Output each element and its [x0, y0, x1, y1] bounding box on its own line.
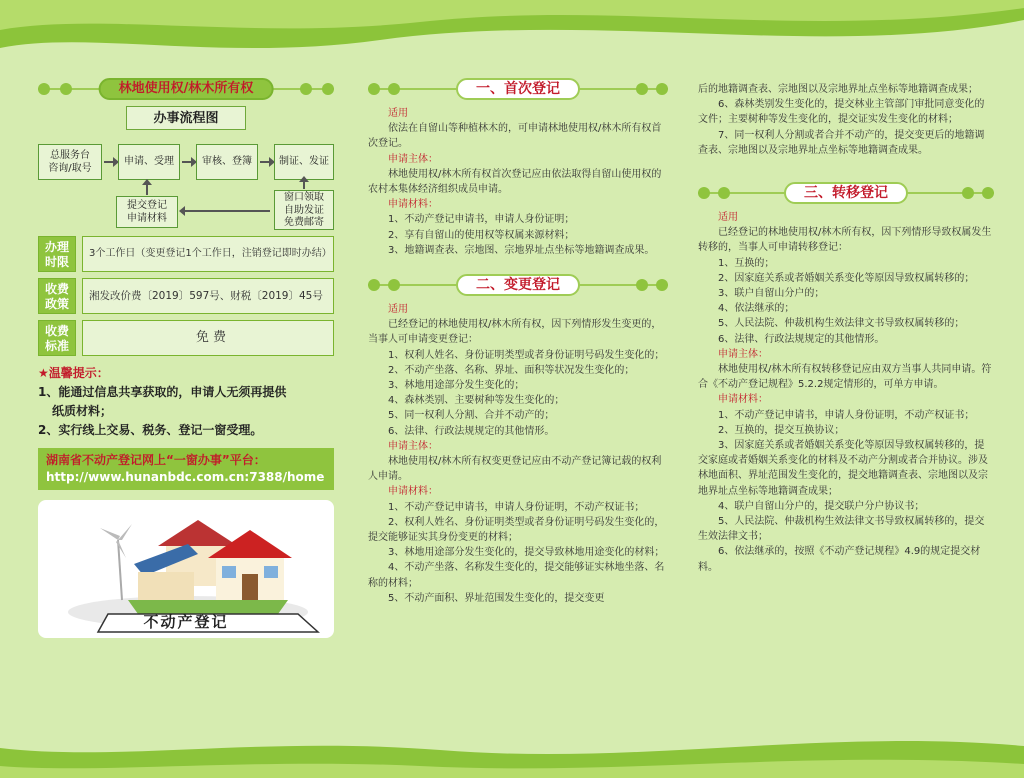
- paragraph: 林地使用权/林木所有权变更登记应由不动产登记簿记载的权利人申请。: [368, 456, 662, 483]
- paragraph: 4、不动产坐落、名称发生变化的，提交能够证实林地坐落、名称的材料；: [368, 562, 665, 589]
- paragraph: 3、因家庭关系或者婚姻关系变化等原因导致权属转移的，提交家庭或者婚姻关系变化的材料及不动产分割或者合并协议。涉及林地面积、界址范围发生变化的，提交地籍调查表、宗地图以及宗地界址点坐标等地籍调查成果；: [698, 440, 988, 497]
- illustration-caption: 不动产登记: [143, 613, 229, 631]
- flow-chart-title: 办事流程图: [126, 106, 246, 130]
- paragraph: 林地使用权/林木所有权转移登记应由双方当事人共同申请。符合《不动产登记规程》5.2.2规定情形的，可单方申请。: [698, 364, 992, 391]
- paragraph: 1、不动产登记申请书，申请人身份证明，不动产权证书；: [388, 501, 645, 513]
- sec1-body: [368, 106, 668, 258]
- flow-step-collect-certificate: 窗口领取 自助发证 免费邮寄: [274, 190, 334, 230]
- paragraph: 1、权利人姓名、身份证明类型或者身份证明号码发生变化的；: [388, 349, 665, 361]
- sec1-title: 一、首次登记: [456, 78, 580, 100]
- paragraph: 2、因家庭关系或者婚姻关系变化等原因导致权属转移的；: [718, 272, 975, 284]
- paragraph: 4、森林类别、主要树种等发生变化的；: [388, 395, 565, 407]
- section-subheading: 申请主体：: [388, 153, 438, 165]
- platform-name: 湖南省不动产登记网上“一窗办事”平台：: [46, 453, 266, 467]
- right-column: [698, 82, 994, 575]
- tip-line-1: 1、能通过信息共享获取的，申请人无须再提供: [38, 385, 287, 399]
- paragraph: 已经登记的林地使用权/林木所有权，因下列情形导致权属发生转移的，当事人可申请转移登记：: [698, 227, 992, 254]
- flow-step-review: 审核、登簿: [196, 144, 258, 180]
- fee-standard-label: 收费 标准: [38, 320, 76, 356]
- fee-standard-value: 免 费: [82, 320, 334, 356]
- paragraph: 6、法律、行政法规规定的其他情形。: [718, 333, 885, 345]
- top-wave-decoration: [0, 0, 1024, 70]
- time-limit-value: 3个工作日（变更登记1个工作日，注销登记即时办结）: [82, 236, 334, 272]
- info-row-fee-standard: [38, 320, 334, 356]
- paragraph: 1、不动产登记申请书，申请人身份证明，不动产权证书；: [718, 409, 975, 421]
- info-row-time-limit: [38, 236, 334, 272]
- paragraph: 1、互换的；: [718, 257, 775, 269]
- flow-step-service-desk: 总服务台 咨询/取号: [38, 144, 102, 180]
- left-title: 林地使用权/林木所有权: [99, 78, 274, 100]
- paragraph: 林地使用权/林木所有权首次登记应由依法取得自留山使用权的农村本集体经济组织成员申请。: [368, 168, 662, 196]
- paragraph: 已经登记的林地使用权/林木所有权，因下列情形发生变更的，当事人可申请变更登记：: [368, 319, 662, 346]
- sec2-banner: [368, 274, 668, 296]
- flow-step-apply: 申请、受理: [118, 144, 180, 180]
- paragraph: 3、林地用途部分发生变化的，提交导致林地用途变化的材料；: [388, 547, 665, 559]
- fee-policy-value: 湘发改价费〔2019〕597号、财税〔2019〕45号: [82, 278, 334, 314]
- paragraph: 5、同一权利人分割、合并不动产的；: [388, 410, 555, 422]
- section-subheading: 适用: [718, 212, 738, 224]
- platform-box: [38, 448, 334, 490]
- sec3-body: [698, 210, 994, 575]
- tip-line-3: 2、实行线上交易、税务、登记一窗受理。: [38, 423, 263, 437]
- process-flow-chart: [38, 138, 334, 230]
- paragraph: 3、林地用途部分发生变化的；: [388, 380, 525, 392]
- section-subheading: 申请材料：: [388, 199, 438, 211]
- tip-line-2: 纸质材料；: [52, 404, 113, 418]
- sec1-banner: [368, 78, 668, 100]
- paragraph: 2、权利人姓名、身份证明类型或者身份证明号码发生变化的，提交能够证实其身份变更的材料；: [368, 516, 665, 544]
- time-limit-label: 办理 时限: [38, 236, 76, 272]
- section-subheading: 适用: [388, 108, 408, 119]
- bottom-wave-decoration: [0, 728, 1024, 778]
- sec3-banner: [698, 182, 994, 204]
- paragraph: 5、人民法院、仲裁机构生效法律文书导致权属转移的，提交生效法律文书；: [698, 516, 985, 543]
- paragraph: 后的地籍调查表、宗地图以及宗地界址点坐标等地籍调查成果；: [698, 84, 978, 95]
- fee-policy-label: 收费 政策: [38, 278, 76, 314]
- section-subheading: 适用: [388, 304, 408, 316]
- paragraph: 5、人民法院、仲裁机构生效法律文书导致权属转移的；: [718, 318, 965, 330]
- paragraph: 5、不动产面积、界址范围发生变化的，提交变更: [388, 592, 605, 604]
- paragraph: 4、联户自留山分户的，提交联户分户协议书；: [718, 500, 925, 512]
- info-row-fee-policy: [38, 278, 334, 314]
- house-illustration: [38, 500, 334, 638]
- paragraph: 3、联户自留山分户的；: [718, 288, 825, 300]
- tips-section: [38, 364, 334, 440]
- paragraph: 2、互换的，提交互换协议；: [718, 424, 845, 436]
- section-subheading: 申请材料：: [388, 486, 438, 498]
- paragraph: 2、不动产坐落、名称、界址、面积等状况发生变化的；: [388, 364, 635, 376]
- sec2-title: 二、变更登记: [456, 274, 580, 296]
- sec2-continued-body: [698, 82, 994, 158]
- left-column: [38, 78, 334, 638]
- sec2-body: [368, 302, 668, 606]
- middle-column: [368, 78, 668, 606]
- paragraph: 7、同一权利人分割或者合并不动产的，提交变更后的地籍调查表、宗地图以及宗地界址点坐标等地籍调查成果。: [698, 129, 985, 156]
- paragraph: 1、不动产登记申请书，申请人身份证明；: [388, 214, 575, 226]
- flow-step-issue: 制证、发证: [274, 144, 334, 180]
- paragraph: 6、森林类别发生变化的，提交林业主管部门审批同意变化的文件；主要树种等发生变化的，提交证实发生变化的材料；: [698, 99, 985, 126]
- flow-step-submit-materials: 提交登记 申请材料: [116, 196, 178, 228]
- paragraph: 6、法律、行政法规规定的其他情形。: [388, 425, 555, 437]
- paragraph: 3、地籍调查表、宗地图、宗地界址点坐标等地籍调查成果。: [388, 244, 655, 256]
- paragraph: 4、依法继承的；: [718, 303, 795, 315]
- tips-heading: ★温馨提示：: [38, 366, 109, 380]
- sec3-title: 三、转移登记: [784, 182, 908, 204]
- section-subheading: 申请主体：: [718, 348, 768, 360]
- platform-url[interactable]: http://www.hunanbdc.com.cn:7388/home: [46, 470, 325, 484]
- section-subheading: 申请材料：: [718, 394, 768, 406]
- paragraph: 6、依法继承的，按照《不动产登记规程》4.9的规定提交材料。: [698, 546, 981, 573]
- paragraph: 依法在自留山等种植林木的，可申请林地使用权/林木所有权首次登记。: [368, 123, 662, 150]
- left-title-banner: [38, 78, 334, 100]
- section-subheading: 申请主体：: [388, 440, 438, 452]
- paragraph: 2、享有自留山的使用权等权属来源材料；: [388, 229, 575, 241]
